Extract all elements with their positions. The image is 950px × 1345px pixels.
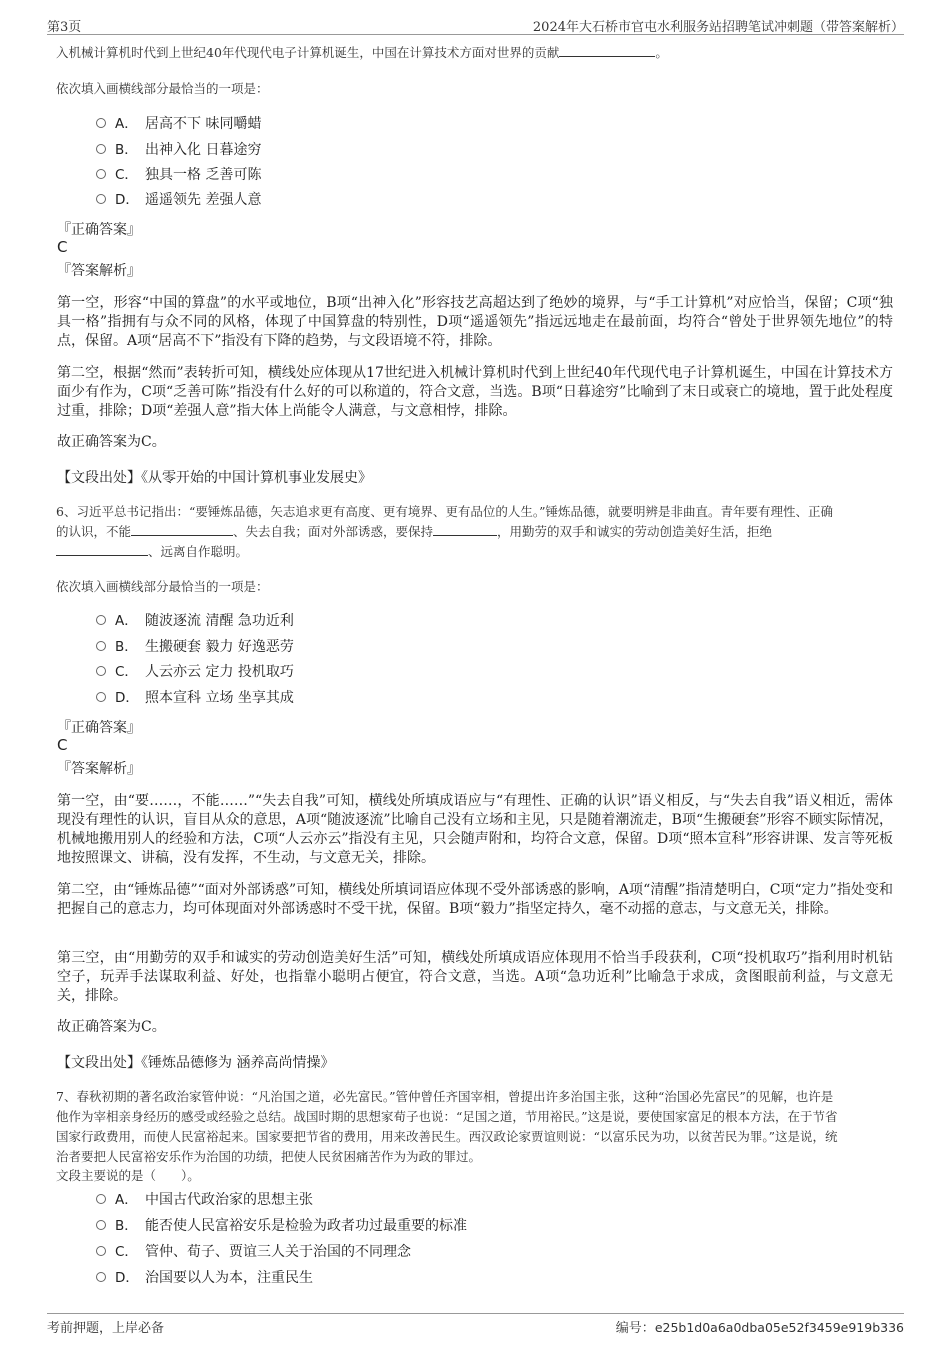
q5-analysis-conclusion: 故正确答案为C。 [57, 434, 166, 450]
q5-blank [559, 43, 655, 57]
q7-option-d[interactable]: D． 治国要以人为本，注重民生 [96, 1267, 313, 1289]
q6-source: 【文段出处】《锤炼品德修为 涵养高尚情操》 [57, 1055, 335, 1071]
q5-prompt: 依次填入画横线部分最恰当的一项是： [56, 81, 269, 96]
q5-option-c[interactable]: C． 独具一格 乏善可陈 [96, 164, 261, 186]
q7-option-c[interactable]: C． 管仲、荀子、贾谊三人关于治国的不同理念 [96, 1241, 411, 1263]
footer-slogan: 考前押题，上岸必备 [47, 1321, 165, 1336]
q5-option-b[interactable]: B． 出神入化 日暮途穷 [96, 139, 261, 161]
q7-stem-line: 治者要把人民富裕安乐作为治国的功绩，把使人民贫困痛苦作为为政的罪过。 [56, 1149, 482, 1164]
q7-stem-line: 7、春秋初期的著名政治家管仲说：“凡治国之道，必先富民。”管仲曾任齐国宰相，曾提出许多治国主张，这种“治国必先富民”的见解，也许是 [56, 1089, 834, 1104]
radio-icon[interactable] [96, 692, 106, 702]
q6-option-d[interactable]: D． 照本宣科 立场 坐享其成 [96, 687, 294, 709]
radio-icon[interactable] [96, 118, 106, 128]
q6-prompt: 依次填入画横线部分最恰当的一项是： [56, 579, 269, 594]
q6-blank-1 [131, 522, 233, 536]
document-title: 2024年大石桥市官屯水利服务站招聘笔试冲刺题（带答案解析） [532, 20, 904, 35]
q7-question: 文段主要说的是（ ）。 [56, 1168, 200, 1183]
q6-stem-line3: 、远离自作聪明。 [56, 542, 896, 562]
q6-analysis-paragraph: 第一空，由“要……，不能……”“失去自我”可知，横线处所填成语应与“有理性、正确的认识”语义相反，与“失去自我”语义相近，需体现没有理性的认识，盲目从众的意思，A项“随波逐流”比喻自己没有立场和主见，只是随着潮流走，B项“生搬硬套”形容不顾实际情况，机械地搬用别人的经验和方法，C项“人云亦云”指没有主见，只会随声附和，均符合文意，保留。D项“照本宣科”形容讲课、发言等死板地按照课文、讲稿，没有发挥，不生动，与文意无关，排除。 [57, 793, 893, 866]
document-code: 编号：e25b1d0a6a0dba05e52f3459e919b336 [615, 1320, 904, 1336]
radio-icon[interactable] [96, 641, 106, 651]
q5-option-a[interactable]: A． 居高不下 味同嚼蜡 [96, 113, 261, 135]
page-footer [47, 1313, 904, 1334]
q7-stem-line: 国家行政费用，而使人民富裕起来。国家要把节省的费用，用来改善民生。西汉政论家贾谊则说：“以富乐民为功，以贫苦民为罪。”这是说，统 [56, 1129, 838, 1144]
q6-analysis-label: 『答案解析』 [57, 761, 141, 777]
page-number: 第3页 [47, 20, 82, 35]
q6-option-a[interactable]: A． 随波逐流 清醒 急功近利 [96, 610, 294, 632]
radio-icon[interactable] [96, 194, 106, 204]
q6-blank-3 [56, 542, 148, 556]
q5-analysis-paragraph: 第二空，根据“然而”表转折可知，横线处应体现从17世纪进入机械计算机时代到上世纪40年代现代电子计算机诞生，中国在计算技术方面少有作为，C项“乏善可陈”指没有什么好的可以称道的，符合文意，当选。B项“日暮途穷”比喻到了末日或衰亡的境地，置于此处程度过重，排除；D项“差强人意”指大体上尚能令人满意，与文意相悖，排除。 [57, 365, 893, 419]
q6-analysis-paragraph: 第二空，由“锤炼品德”“面对外部诱惑”可知，横线处所填词语应体现不受外部诱惑的影响，A项“清醒”指清楚明白，C项“定力”指处变和把握自己的意志力，均可体现面对外部诱惑时不受干扰，保留。B项“毅力”指坚定持久，毫不动摇的意志，与文意无关，排除。 [57, 882, 893, 917]
q5-answer-label: 『正确答案』 [57, 222, 141, 238]
q6-stem-line2: 的认识，不能 、失去自我；面对外部诱惑，要保持 ，用勤劳的双手和诚实的劳动创造美好生活，拒绝 [56, 524, 773, 539]
q5-answer: C [57, 238, 68, 256]
q7-option-b[interactable]: B． 能否使人民富裕安乐是检验为政者功过最重要的标准 [96, 1215, 467, 1237]
radio-icon[interactable] [96, 666, 106, 676]
page-header [47, 14, 904, 35]
radio-icon[interactable] [96, 169, 106, 179]
q6-option-b[interactable]: B． 生搬硬套 毅力 好逸恶劳 [96, 636, 294, 658]
q6-blank-2 [433, 522, 497, 536]
q5-stem: 入机械计算机时代到上世纪40年代现代电子计算机诞生，中国在计算技术方面对世界的贡献 。 [56, 45, 668, 60]
q7-option-a[interactable]: A． 中国古代政治家的思想主张 [96, 1189, 313, 1211]
q6-answer: C [57, 736, 68, 754]
q5-option-d[interactable]: D． 遥遥领先 差强人意 [96, 189, 261, 211]
q5-analysis-paragraph: 第一空，形容“中国的算盘”的水平或地位，B项“出神入化”形容技艺高超达到了绝妙的境界，与“手工计算机”对应恰当，保留；C项“独具一格”指拥有与众不同的风格，体现了中国算盘的特别性，D项“遥遥领先”指远远地走在最前面，均符合“曾处于世界领先地位”的特点，保留。A项“居高不下”指没有下降的趋势，与文段语境不符，排除。 [57, 295, 893, 349]
q6-option-c[interactable]: C． 人云亦云 定力 投机取巧 [96, 661, 294, 683]
q6-stem-line1: 6、习近平总书记指出：“要锤炼品德，矢志追求更有高度、更有境界、更有品位的人生。”锤炼品德，就要明辨是非曲直。青年要有理性、正确 [56, 504, 833, 519]
radio-icon[interactable] [96, 144, 106, 154]
q7-stem-line: 他作为宰相亲身经历的感受或经验之总结。战国时期的思想家荀子也说：“足国之道，节用裕民。”这是说，要使国家富足的根本方法，在于节省 [56, 1109, 838, 1124]
q5-analysis-label: 『答案解析』 [57, 263, 141, 279]
radio-icon[interactable] [96, 1194, 106, 1204]
radio-icon[interactable] [96, 1220, 106, 1230]
q6-analysis-conclusion: 故正确答案为C。 [57, 1019, 166, 1035]
radio-icon[interactable] [96, 615, 106, 625]
q6-answer-label: 『正确答案』 [57, 720, 141, 736]
q6-analysis-paragraph: 第三空，由“用勤劳的双手和诚实的劳动创造美好生活”可知，横线处所填成语应体现用不恰当手段获利，C项“投机取巧”指利用时机钻空子，玩弄手法谋取利益、好处，也指靠小聪明占便宜，符合文意，当选。A项“急功近利”比喻急于求成，贪图眼前利益，与文意无关，排除。 [57, 950, 893, 1004]
radio-icon[interactable] [96, 1272, 106, 1282]
q5-source: 【文段出处】《从零开始的中国计算机事业发展史》 [57, 470, 372, 486]
radio-icon[interactable] [96, 1246, 106, 1256]
